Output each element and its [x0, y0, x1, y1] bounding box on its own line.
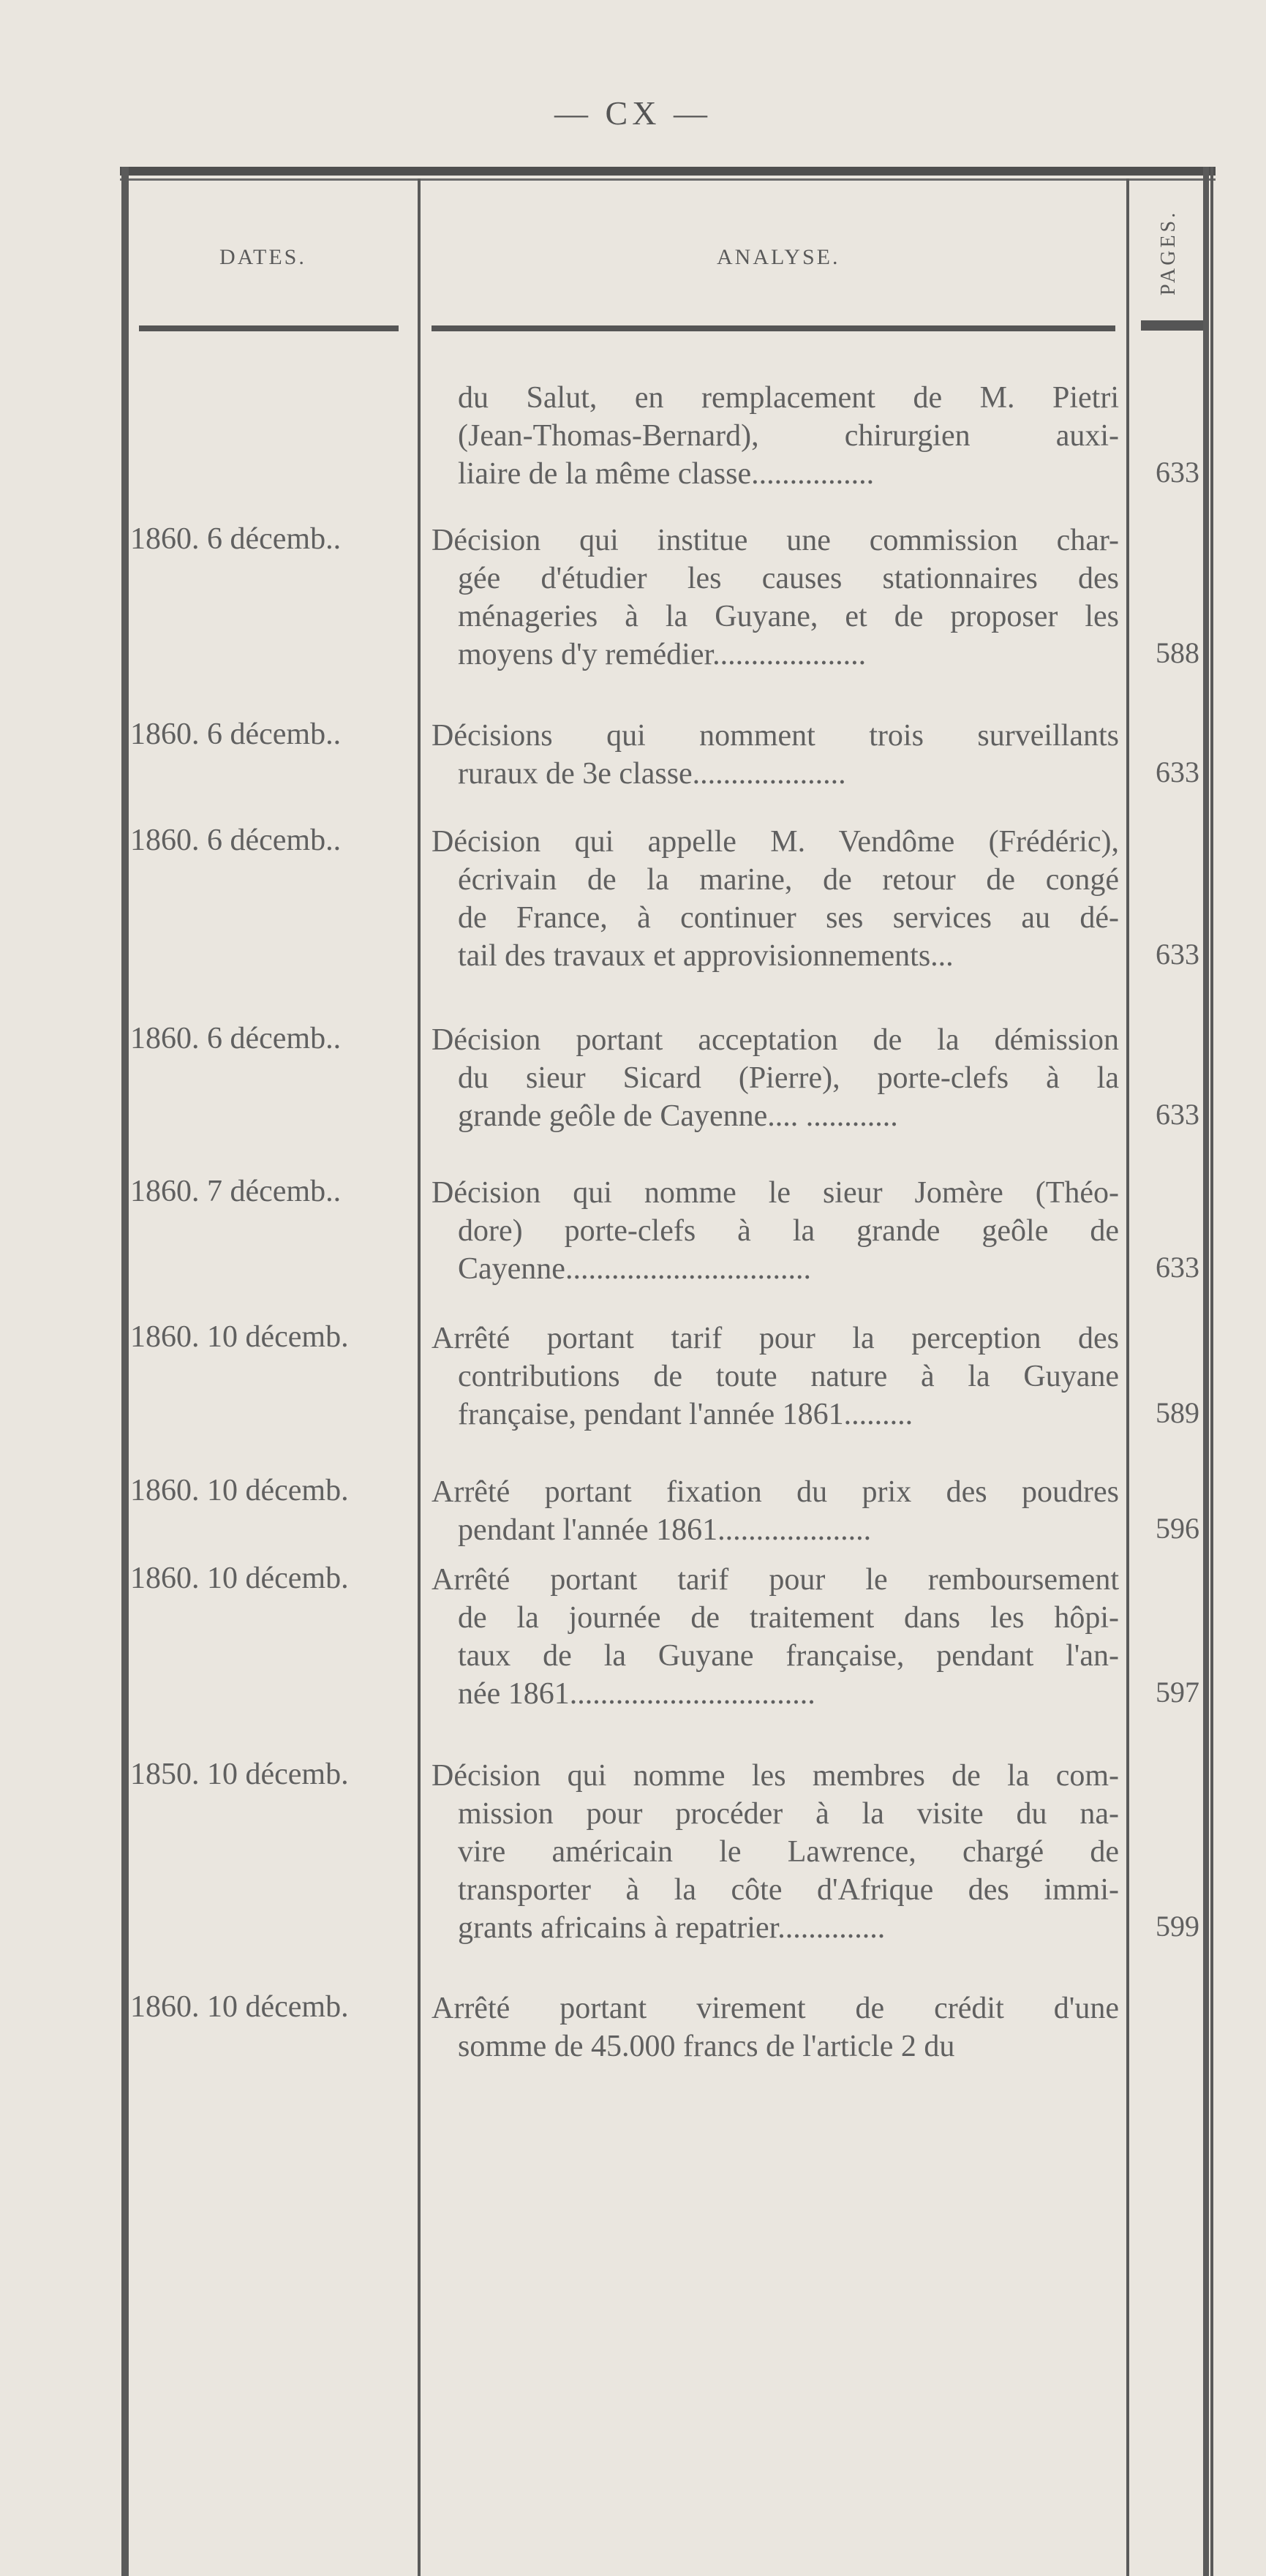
column-divider-pages [1203, 167, 1209, 2576]
entry-page-number: 633 [1156, 1251, 1199, 1284]
entry-analysis [432, 1021, 1119, 1135]
entry-page-number: 633 [1156, 1098, 1199, 1131]
entry-page-number: 597 [1156, 1676, 1199, 1709]
entry-text-line: Arrêté portant tarif pour la perception des [432, 1322, 1119, 1355]
entry-text-line: dore) porte-clefs à la grande geôle de [458, 1214, 1119, 1248]
header-dates: DATES. [219, 245, 306, 269]
entry-text-line: française, pendant l'année 1861......... [458, 1398, 913, 1431]
entry-text-line: Décision qui nomme le sieur Jomère (Théo- [432, 1176, 1119, 1210]
entry-analysis [432, 1319, 1119, 1434]
entry-page-number: 633 [1156, 756, 1199, 788]
header-rule-analyse [432, 325, 1115, 331]
entry-text-line: Cayenne................................ [458, 1252, 811, 1286]
entry-text-line: pendant l'année 1861.................... [458, 1513, 872, 1547]
entry-page-number: 588 [1156, 636, 1199, 669]
entry-text-line: transporter à la côte d'Afrique des immi- [458, 1873, 1119, 1907]
entry-date: 1860. 6 décemb.. [130, 522, 342, 556]
entry-analysis [432, 1174, 1119, 1288]
entry-date: 1860. 10 décemb. [130, 1474, 349, 1507]
entry-analysis [432, 521, 1119, 674]
table-right-border [1210, 167, 1213, 2576]
entry-text-line: Décision qui nomme les membres de la com- [432, 1759, 1119, 1793]
header-rule-pages [1141, 320, 1203, 331]
entry-text-line: moyens d'y remédier.................... [458, 638, 867, 671]
header-pages: PAGES. [1157, 209, 1180, 295]
entry-text-line: grants africains à repatrier.............. [458, 1911, 886, 1945]
entry-text-line: Décision qui institue une commission char- [432, 524, 1119, 557]
entry-text-line: de la journée de traitement dans les hôpi- [458, 1601, 1119, 1635]
entry-analysis [432, 1473, 1119, 1549]
entry-text-line: née 1861................................ [458, 1677, 815, 1711]
entry-text-line: vire américain le Lawrence, chargé de [458, 1835, 1119, 1869]
entry-analysis [432, 1561, 1119, 1713]
entry-analysis [432, 717, 1119, 793]
entry-date: 1860. 6 décemb.. [130, 824, 342, 857]
entry-text-line: ruraux de 3e classe.................... [458, 757, 846, 791]
entry-text-line: somme de 45.000 francs de l'article 2 du [458, 2030, 955, 2063]
entry-page-number: 596 [1156, 1512, 1199, 1545]
entry-page-number: 589 [1156, 1396, 1199, 1429]
entry-page-number: 633 [1156, 456, 1199, 489]
entry-date: 1850. 10 décemb. [130, 1758, 349, 1791]
entry-text-line: liaire de la même classe................ [458, 457, 875, 491]
entry-text-line: tail des travaux et approvisionnements... [458, 939, 954, 973]
entry-analysis [432, 1757, 1119, 1947]
table-top-border-thin [120, 178, 1216, 181]
entry-text-line: Décisions qui nomment trois surveillants [432, 719, 1119, 753]
entry-text-line: gée d'étudier les causes stationnaires des [458, 562, 1119, 595]
entry-text-line: de France, à continuer ses services au dé- [458, 901, 1119, 935]
column-divider-dates [418, 178, 421, 2576]
entry-text-line: Décision qui appelle M. Vendôme (Frédéric), [432, 825, 1119, 859]
entry-analysis [432, 823, 1119, 975]
entry-text-line: Arrêté portant virement de crédit d'une [432, 1992, 1119, 2025]
entry-text-line: taux de la Guyane française, pendant l'an- [458, 1639, 1119, 1673]
entry-analysis [432, 1989, 1119, 2065]
entry-date: 1860. 6 décemb.. [130, 718, 342, 751]
header-rule-dates [139, 325, 399, 331]
page-title: — CX — [554, 94, 712, 132]
entry-date: 1860. 10 décemb. [130, 1990, 349, 2024]
entry-text-line: Arrêté portant tarif pour le remboursement [432, 1563, 1119, 1597]
entry-analysis [432, 379, 1119, 493]
entry-date: 1860. 10 décemb. [130, 1320, 349, 1354]
entry-text-line: du Salut, en remplacement de M. Pietri [458, 381, 1119, 415]
table-left-border [121, 167, 129, 2576]
entry-date: 1860. 10 décemb. [130, 1562, 349, 1595]
header-analyse: ANALYSE. [717, 245, 840, 269]
entry-text-line: ménageries à la Guyane, et de proposer les [458, 600, 1119, 633]
entry-text-line: grande geôle de Cayenne.... ............ [458, 1099, 898, 1133]
entry-date: 1860. 7 décemb.. [130, 1175, 342, 1208]
entry-page-number: 599 [1156, 1910, 1199, 1943]
entry-date: 1860. 6 décemb.. [130, 1022, 342, 1055]
table-top-border [120, 167, 1216, 176]
entry-text-line: mission pour procéder à la visite du na- [458, 1797, 1119, 1831]
entry-text-line: Décision portant acceptation de la démission [432, 1023, 1119, 1057]
entry-text-line: (Jean-Thomas-Bernard), chirurgien auxi- [458, 419, 1119, 453]
entry-text-line: du sieur Sicard (Pierre), porte-clefs à la [458, 1061, 1119, 1095]
entry-text-line: Arrêté portant fixation du prix des poudres [432, 1475, 1119, 1509]
entry-text-line: contributions de toute nature à la Guyane [458, 1360, 1119, 1393]
entry-page-number: 633 [1156, 938, 1199, 971]
entry-text-line: écrivain de la marine, de retour de congé [458, 863, 1119, 897]
column-divider-analyse [1126, 178, 1129, 2576]
